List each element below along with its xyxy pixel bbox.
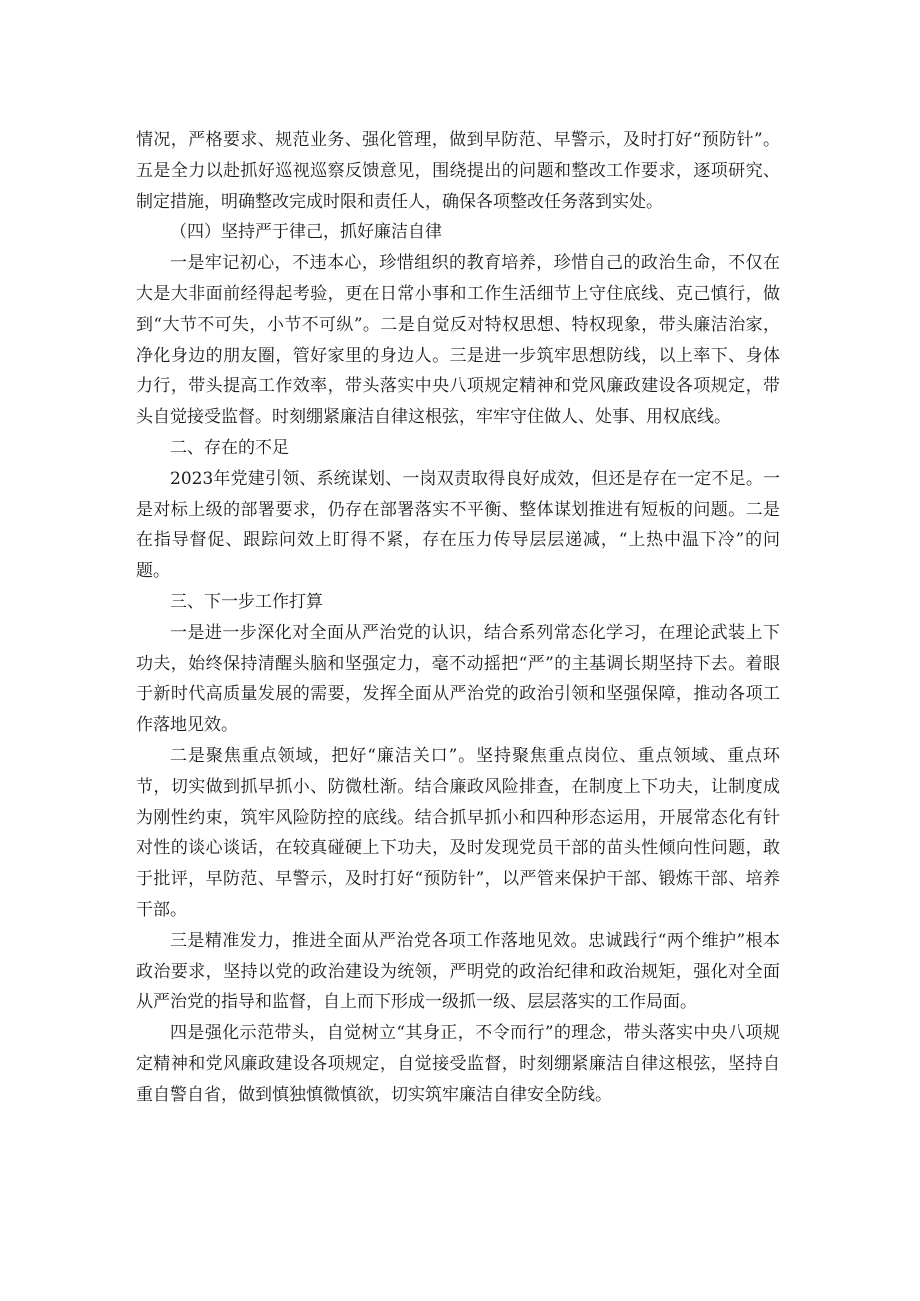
paragraph-next-step-3: 三是精准发力，推进全面从严治党各项工作落地见效。忠诚践行“两个维护”根本政治要求，坚持以党的政治建设为统领，严明党的政治纪律和政治规矩，强化对全面从严治党的指导和监督，自上而下形成一级抓一级、层层落实的工作局面。 (136, 930, 780, 1013)
paragraph-shortcomings: 2023年党建引领、系统谋划、一岗双责取得良好成效，但还是存在一定不足。一是对标上级的部署要求，仍存在部署落实不平衡、整体谋划推进有短板的问题。二是在指导督促、跟踪问效上盯得不紧，存在压力传导层层递减，“上热中温下冷”的问题。 (136, 468, 780, 582)
section-heading-next-steps: 三、下一步工作打算 (170, 591, 323, 612)
section-heading-shortcomings: 二、存在的不足 (170, 437, 289, 458)
section-heading-discipline: （四）坚持严于律己，抓好廉洁自律 (170, 222, 442, 243)
paragraph-next-step-2: 二是聚焦重点领域，把好“廉洁关口”。坚持聚焦重点岗位、重点领域、重点环节，切实做到抓早抓小、防微杜渐。结合廉政风险排查，在制度上下功夫，让制度成为刚性约束，筑牢风险防控的底线。结合抓早抓小和四种形态运用，开展常态化有针对性的谈心谈话，在较真碰硬上下功夫，及时发现党员干部的苗头性倾向性问题，敢于批评，早防范、早警示，及时打好“预防针”，以严管来保护干部、锻炼干部、培养干部。 (136, 745, 780, 920)
paragraph-continuation: 情况，严格要求、规范业务、强化管理，做到早防范、早警示，及时打好“预防针”。五是全力以赴抓好巡视巡察反馈意见，围绕提出的问题和整改工作要求，逐项研究、制定措施，明确整改完成时限和责任人，确保各项整改任务落到实处。 (136, 130, 780, 212)
paragraph-self-discipline: 一是牢记初心，不违本心，珍惜组织的教育培养，珍惜自己的政治生命，不仅在大是大非面前经得起考验，更在日常小事和工作生活细节上守住底线、克己慎行，做到“大节不可失，小节不可纵”。二是自觉反对特权思想、特权现象，带头廉洁治家，净化身边的朋友圈，管好家里的身边人。三是进一步筑牢思想防线，以上率下、身体力行，带头提高工作效率，带头落实中央八项规定精神和党风廉政建设各项规定，带头自觉接受监督。时刻绷紧廉洁自律这根弦，牢牢守住做人、处事、用权底线。 (136, 253, 780, 428)
paragraph-next-step-1: 一是进一步深化对全面从严治党的认识，结合系列常态化学习，在理论武装上下功夫，始终保持清醒头脑和坚强定力，毫不动摇把“严”的主基调长期坚持下去。着眼于新时代高质量发展的需要，发挥全面从严治党的政治引领和坚强保障，推动各项工作落地见效。 (136, 622, 780, 736)
paragraph-next-step-4: 四是强化示范带头，自觉树立“其身正，不令而行”的理念，带头落实中央八项规定精神和党风廉政建设各项规定，自觉接受监督，时刻绷紧廉洁自律这根弦，坚持自重自警自省，做到慎独慎微慎欲，切实筑牢廉洁自律安全防线。 (136, 1023, 780, 1105)
document-body (136, 125, 780, 1111)
